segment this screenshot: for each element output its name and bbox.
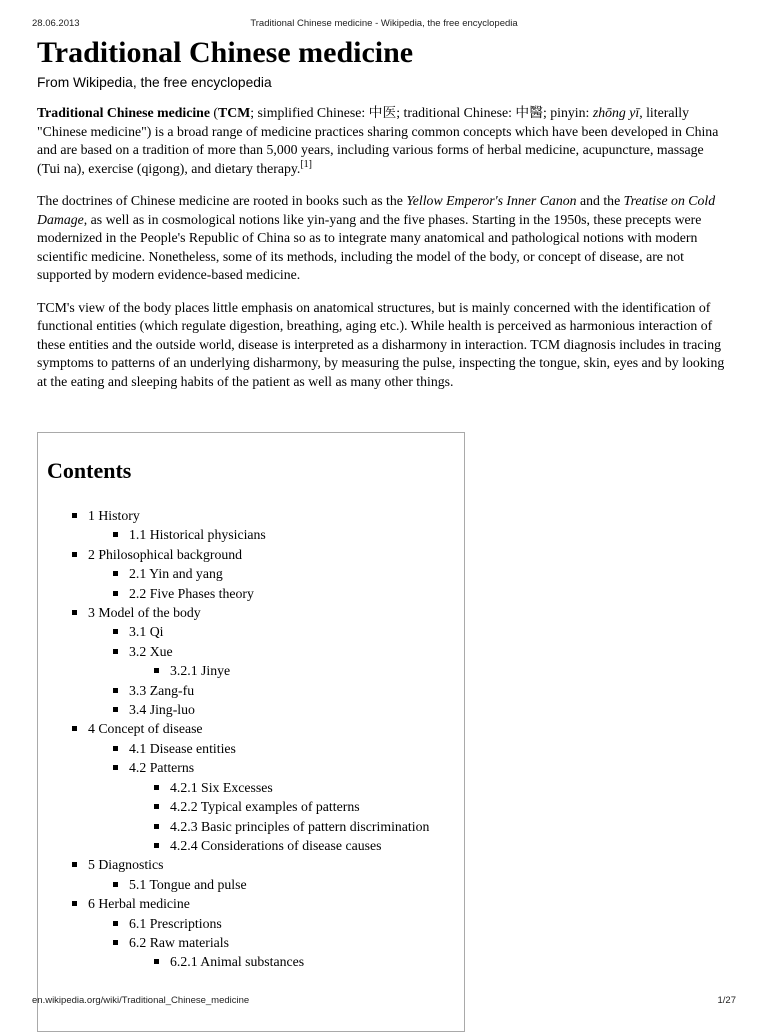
page-title: Traditional Chinese medicine <box>37 36 414 69</box>
toc-item-label: 6.1 Prescriptions <box>129 915 222 931</box>
book-title-link[interactable]: Treatise on Cold Damage <box>37 193 716 227</box>
bullet-icon <box>113 765 118 770</box>
toc-item-label: 5 Diagnostics <box>88 857 164 873</box>
bullet-icon <box>154 843 159 848</box>
term-bold: Traditional Chinese medicine <box>37 105 210 120</box>
toc-item[interactable] <box>70 525 429 544</box>
toc-item-label: 3.2 Xue <box>129 643 173 659</box>
toc-item-label: 2.2 Five Phases theory <box>129 585 254 601</box>
pinyin-text: zhōng yī <box>592 105 640 120</box>
bullet-icon <box>113 921 118 926</box>
book-title-link[interactable]: Yellow Emperor's Inner Canon <box>406 193 577 208</box>
bullet-icon <box>113 707 118 712</box>
toc-item-label: 4.1 Disease entities <box>129 740 236 756</box>
toc-item[interactable] <box>70 661 429 680</box>
toc-item-label: 5.1 Tongue and pulse <box>129 876 247 892</box>
toc-item[interactable] <box>70 739 429 758</box>
bullet-icon <box>113 940 118 945</box>
intro-paragraph-2: The doctrines of Chinese medicine are rooted in books such as the Yellow Emperor's Inner Canon and the Treatise on Cold Damage, as well as in cosmological notions like yin-yang and the five phases. Starting in the 1950s, these precepts were modernized in the People's Republic of China so as to integrate many anatomical and pathological notions with modern scientific medicine. Nonetheless, some of its methods, including the model of the body, or concept of disease, are not supported by modern evidence-based medicine. <box>37 193 716 282</box>
toc-item-label: 2.1 Yin and yang <box>129 566 223 582</box>
toc-heading: Contents <box>47 458 132 483</box>
toc-item[interactable] <box>70 894 429 913</box>
toc-item[interactable] <box>70 933 429 952</box>
toc-item[interactable] <box>70 700 429 719</box>
toc-item-label: 4.2.2 Typical examples of patterns <box>170 799 360 815</box>
bullet-icon <box>72 610 77 615</box>
bullet-icon <box>154 824 159 829</box>
bullet-icon <box>154 959 159 964</box>
toc-item[interactable] <box>70 797 429 816</box>
toc-item[interactable] <box>70 778 429 797</box>
reference-link[interactable]: [1] <box>300 158 313 170</box>
toc-item-label: 6.2.1 Animal substances <box>170 954 305 970</box>
toc-item-label: 3 Model of the body <box>88 605 201 621</box>
toc-item-label: 3.1 Qi <box>129 624 164 640</box>
bullet-icon <box>113 746 118 751</box>
bullet-icon <box>154 785 159 790</box>
bullet-icon <box>72 552 77 557</box>
toc-item[interactable] <box>70 952 429 971</box>
toc-item[interactable] <box>70 817 429 836</box>
toc-list <box>70 506 429 972</box>
bullet-icon <box>72 726 77 731</box>
toc-item-label: 4.2 Patterns <box>129 760 195 776</box>
toc-item[interactable] <box>70 545 429 564</box>
toc-item[interactable] <box>70 603 429 622</box>
toc-item[interactable] <box>70 836 429 855</box>
table-of-contents <box>37 432 465 1032</box>
intro-paragraph-1: Traditional Chinese medicine (TCM; simplified Chinese: 中医; traditional Chinese: 中醫; pinyin: zhōng yī, literally "Chinese medicine") is a broad range of medicine practices sharing common concepts which have been developed in China and are based on a tradition of more than 5,000 years, including various forms of herbal medicine, acupuncture, massage (Tui na), exercise (qigong), and dietary therapy.[1] <box>37 105 719 176</box>
abbr-bold: TCM <box>218 105 251 120</box>
print-date: 28.06.2013 <box>32 18 80 29</box>
toc-item[interactable] <box>70 914 429 933</box>
bullet-icon <box>113 629 118 634</box>
bullet-icon <box>113 688 118 693</box>
bullet-icon <box>113 882 118 887</box>
bullet-icon <box>113 532 118 537</box>
bullet-icon <box>113 571 118 576</box>
bullet-icon <box>113 649 118 654</box>
print-page-title: Traditional Chinese medicine - Wikipedia, the free encyclopedia <box>250 18 518 29</box>
toc-item[interactable] <box>70 875 429 894</box>
bullet-icon <box>113 591 118 596</box>
toc-item[interactable] <box>70 642 429 661</box>
toc-item[interactable] <box>70 681 429 700</box>
bullet-icon <box>72 862 77 867</box>
toc-item-label: 6.2 Raw materials <box>129 934 230 950</box>
toc-item-label: 3.3 Zang-fu <box>129 682 195 698</box>
toc-item-label: 4.2.4 Considerations of disease causes <box>170 837 382 853</box>
toc-item-label: 4.2.1 Six Excesses <box>170 779 273 795</box>
toc-item-label: 6 Herbal medicine <box>88 896 190 912</box>
bullet-icon <box>72 901 77 906</box>
toc-item-label: 1.1 Historical physicians <box>129 527 266 543</box>
bullet-icon <box>154 804 159 809</box>
toc-item-label: 3.2.1 Jinye <box>170 663 231 679</box>
toc-item[interactable] <box>70 719 429 738</box>
toc-item-label: 4 Concept of disease <box>88 721 203 737</box>
intro-paragraph-3: TCM's view of the body places little emphasis on anatomical structures, but is mainly concerned with the identification of functional entities (which regulate digestion, breathing, aging etc.). While health is perceived as harmonious interaction of these entities and the outside world, disease is interpreted as a disharmony in interaction. TCM diagnosis includes in tracing symptoms to patterns of an underlying disharmony, by measuring the pulse, inspecting the tongue, skin, eyes and by looking at the eating and sleeping habits of the patient as well as many other things. <box>37 299 725 389</box>
bullet-icon <box>72 513 77 518</box>
page-number: 1/27 <box>717 995 736 1006</box>
toc-item[interactable] <box>70 584 429 603</box>
toc-item-label: 3.4 Jing-luo <box>129 702 195 718</box>
toc-item-label: 4.2.3 Basic principles of pattern discrimination <box>170 818 430 834</box>
bullet-icon <box>154 668 159 673</box>
toc-item-label: 2 Philosophical background <box>88 546 243 562</box>
article-subtitle: From Wikipedia, the free encyclopedia <box>37 75 272 90</box>
toc-item[interactable] <box>70 622 429 641</box>
toc-item[interactable] <box>70 564 429 583</box>
toc-item[interactable] <box>70 855 429 874</box>
article-body <box>37 35 729 391</box>
print-url: en.wikipedia.org/wiki/Traditional_Chinese_medicine <box>32 995 250 1006</box>
toc-item-label: 1 History <box>88 508 140 523</box>
toc-item[interactable] <box>70 506 429 525</box>
toc-item[interactable] <box>70 758 429 777</box>
